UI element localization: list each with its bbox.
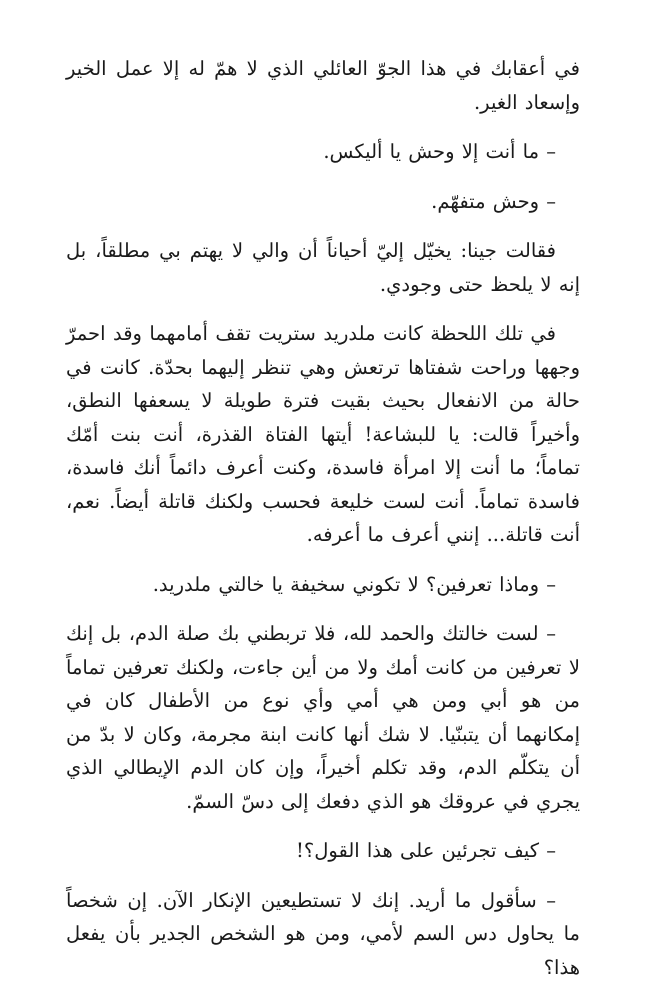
paragraph-3: – وحش متفهّم.: [431, 189, 556, 213]
paragraph-7: – لست خالتك والحمد لله، فلا تربطني بك صلة الدم، بل إنك لا تعرفين من كانت أمك ولا من أين جاءت، ولكنك تعرفين تماماً من هو أبي ومن هي أمي وأي نوع من الأطفال كان في إمكانهما أن يتبنّيا. لا شك أنها كانت ابنة مجرمة، وكان لا بدّ من أن يتكلّم الدم، وقد تكلم أخيراً، وإن كان الدم الإيطالي الذي يجري في عروقك هو الذي دفعك إلى دسّ السمّ.: [66, 622, 580, 813]
paragraph-9: – سأقول ما أريد. إنك لا تستطيعين الإنكار الآن. إن شخصاً ما يحاول دس السم لأمي، ومن هو الشخص الجدير بأن يفعل هذا؟: [66, 888, 580, 979]
paragraph-2: – ما أنت إلا وحش يا أليكس.: [323, 140, 556, 163]
paragraph-4: فقالت جينا: يخيّل إليّ أحياناً أن والي لا يهتم بي مطلقاً، بل إنه لا يلحظ حتى وجودي.: [66, 239, 580, 296]
paragraph-8: – كيف تجرئين على هذا القول؟!: [296, 839, 556, 862]
paragraph-5: في تلك اللحظة كانت ملدريد ستريت تقف أمامهما وقد احمرّ وجهها وراحت شفتاها ترتعش وهي تنظر إليهما بحدّة. كانت في حالة من الانفعال بحيث بقيت فترة طويلة لا يسعفها النطق، وأخيراً قالت: يا للبشاعة! أيتها الفتاة القذرة، أنت بنت أمّك تماماً؛ ما أنت إلا امرأة فاسدة، وكنت أعرف دائماً أنك فاسدة، فاسدة تماماً. أنت لست خليعة فحسب ولكنك قاتلة أيضاً. نعم، أنت قاتلة... إنني أعرف ما أعرفه.: [66, 322, 580, 546]
paragraph-6: – وماذا تعرفين؟ لا تكوني سخيفة يا خالتي ملدريد.: [152, 572, 556, 596]
paragraph-1: في أعقابك في هذا الجوّ العائلي الذي لا همّ له إلا عمل الخير وإسعاد الغير.: [66, 57, 580, 114]
